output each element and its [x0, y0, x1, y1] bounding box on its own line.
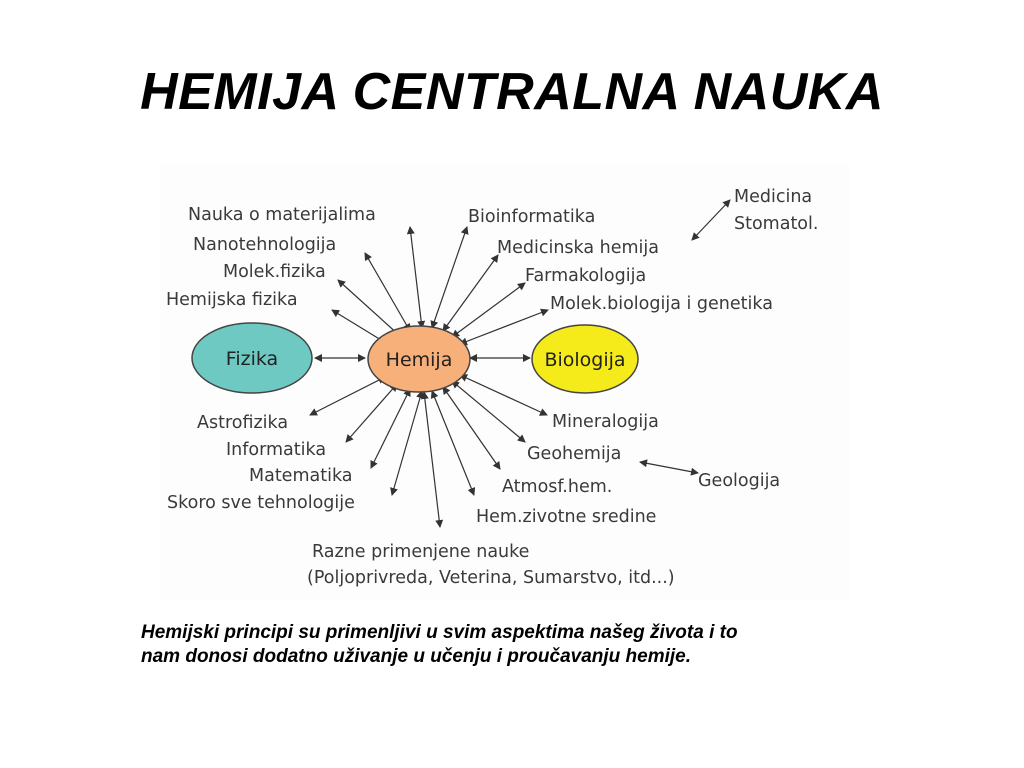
label-molek-fizika: Molek.fizika	[223, 262, 326, 282]
caption-line-1: Hemijski principi su primenljivi u svim aspektima našeg života i to	[141, 622, 738, 643]
label-skoro-sve: Skoro sve tehnologije	[167, 493, 355, 513]
arrow-medicinska-hemija	[443, 255, 498, 331]
arrow-farmakologija	[452, 283, 525, 337]
arrow-skoro-sve	[392, 391, 422, 495]
label-bioinformatika: Bioinformatika	[468, 207, 596, 227]
label-mineralogija: Mineralogija	[552, 412, 659, 432]
arrow-astrofizika	[310, 377, 385, 415]
label-astrofizika: Astrofizika	[197, 413, 289, 433]
label-matematika: Matematika	[249, 466, 353, 486]
arrow-geohemija	[452, 381, 525, 442]
arrow-molek-biologija	[460, 310, 548, 344]
arrow-medicina	[692, 200, 730, 240]
arrow-nanotehnologija	[365, 253, 410, 331]
label-medicinska-hemija: Medicinska hemija	[497, 238, 659, 258]
label-stomatol: Stomatol.	[734, 214, 819, 234]
label-atmosf-hem: Atmosf.hem.	[502, 477, 613, 497]
arrow-molek-fizika	[338, 280, 400, 336]
label-hem-zivotne: Hem.zivotne sredine	[476, 507, 657, 527]
arrow-hem-zivotne	[432, 391, 474, 495]
caption-line-2: nam donosi dodatno uživanje u učenju i proučavanju hemije.	[141, 646, 692, 667]
arrow-geologija	[640, 462, 698, 473]
label-hemijska-fizika: Hemijska fizika	[166, 290, 298, 310]
label-farmakologija: Farmakologija	[525, 266, 647, 286]
label-razne-primenjene: Razne primenjene nauke	[312, 542, 530, 562]
arrow-mineralogija	[460, 375, 547, 415]
label-medicina: Medicina	[734, 187, 813, 207]
arrow-bioinformatika	[432, 227, 467, 328]
slide-title: HEMIJA CENTRALNA NAUKA	[140, 63, 884, 121]
label-molek-biologija: Molek.biologija i genetika	[550, 294, 773, 314]
diagram-svg	[160, 165, 850, 600]
label-geohemija: Geohemija	[527, 444, 622, 464]
arrow-hemijska-fizika	[332, 310, 386, 343]
label-geologija: Geologija	[698, 471, 781, 491]
label-informatika: Informatika	[226, 440, 327, 460]
arrow-nauka-o-materijalima	[410, 227, 422, 328]
label-razne-primeri: (Poljoprivreda, Veterina, Sumarstvo, itd...)	[307, 568, 675, 588]
hemija-label: Hemija	[385, 349, 453, 371]
label-nanotehnologija: Nanotehnologija	[193, 235, 337, 255]
arrow-matematika	[371, 389, 410, 468]
caption	[141, 621, 861, 669]
label-nauka-o-materijalima: Nauka o materijalima	[188, 205, 376, 225]
arrow-razne	[424, 392, 440, 527]
fizika-label: Fizika	[225, 348, 279, 370]
chemistry-diagram	[160, 165, 850, 600]
biologija-label: Biologija	[544, 349, 626, 371]
arrow-atmosf-hem	[443, 387, 500, 469]
